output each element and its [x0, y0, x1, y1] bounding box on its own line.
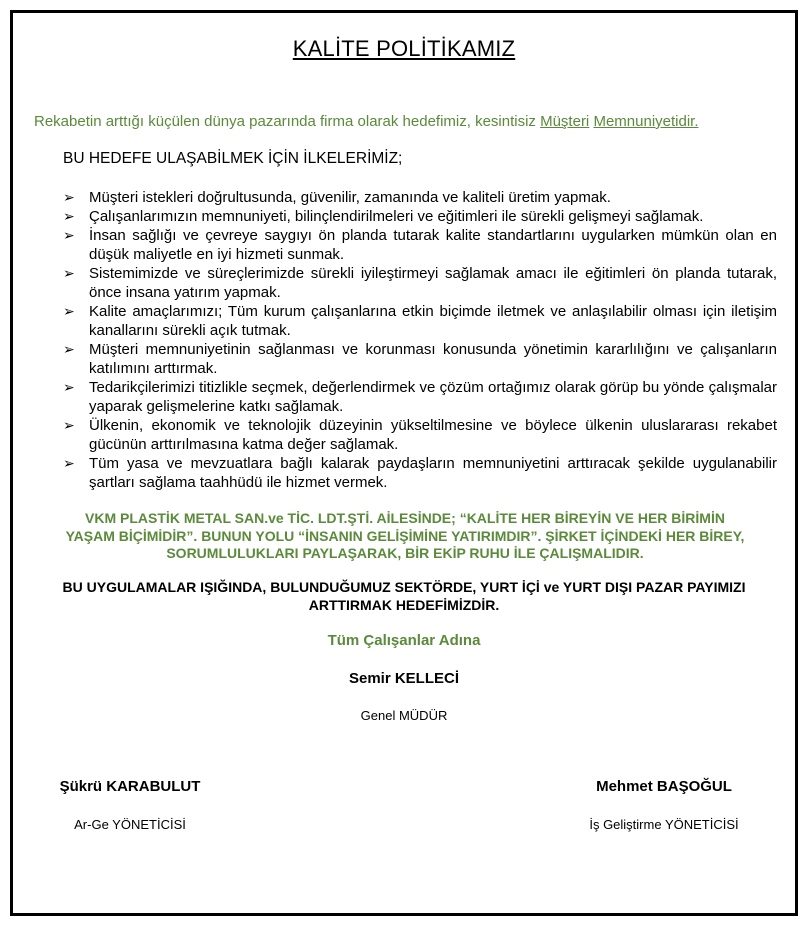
principle-item — [63, 226, 777, 264]
principle-item — [63, 454, 777, 492]
principle-item — [63, 188, 777, 207]
arrow-bullet-icon: ➢ — [63, 341, 75, 357]
principle-item — [63, 264, 777, 302]
main-signatory-role: Genel MÜDÜR — [360, 708, 448, 723]
arrow-bullet-icon: ➢ — [63, 455, 75, 471]
principle-text: Çalışanlarımızın memnuniyeti, bilinçlendirilmeleri ve eğitimleri ile sürekli gelişmeyi sağlamak. — [89, 208, 704, 225]
main-signatory-name: Semir KELLECİ — [348, 670, 460, 687]
principle-text: Müşteri istekleri doğrultusunda, güvenilir, zamanında ve kaliteli üretim yapmak. — [89, 189, 611, 206]
principle-text: Sistemimizde ve süreçlerimizde sürekli iyileştirmeyi sağlamak amacı ile eğitimleri ön planda tutarak, önce insana yatırım yapmak. — [89, 265, 777, 301]
arrow-bullet-icon: ➢ — [63, 208, 75, 224]
company-statement: VKM PLASTİK METAL SAN.ve TİC. LDT.ŞTİ. AİLESİNDE; “KALİTE HER BİREYİN VE HER BİRİMİN YAŞAM BİÇİMİDİR”. BUNUN YOLU “İNSANIN GELİŞİMİNE YATIRIMDIR”. ŞİRKET İÇİNDEKİ HER BİREY, SORUMLULUKLARI PAYLAŞARAK, BİR EKİP RUHU İLE ÇALIŞMALIDIR. — [65, 510, 745, 561]
principle-text: İnsan sağlığı ve çevreye saygıyı ön planda tutarak kalite standartlarını uygularken mümkün olan en düşük maliyetle en iyi hizmeti sunmak. — [89, 227, 777, 263]
principles-list — [63, 188, 777, 492]
intro-statement — [34, 113, 774, 130]
principle-text: Tüm yasa ve mevzuatlara bağlı kalarak paydaşların memnuniyetini arttıracak şekilde uygulanabilir şartları sağlama taahhüdü ile hizmet vermek. — [89, 455, 777, 491]
principle-text: Müşteri memnuniyetinin sağlanması ve korunması konusunda yönetimin kararlılığını ve çalışanların katılımını arttırmak. — [89, 341, 777, 377]
arrow-bullet-icon: ➢ — [63, 227, 75, 243]
principle-item — [63, 416, 777, 454]
principle-item — [63, 340, 777, 378]
principle-item — [63, 207, 777, 226]
intro-lead: Rekabetin arttığı küçülen dünya pazarında firma olarak hedefimiz, kesintisiz — [34, 113, 541, 130]
left-signatory-name: Şükrü KARABULUT — [59, 778, 201, 795]
right-signatory-role: İş Geliştirme YÖNETİCİSİ — [589, 817, 739, 832]
principle-item — [63, 378, 777, 416]
goal-statement: BU UYGULAMALAR IŞIĞINDA, BULUNDUĞUMUZ SEKTÖRDE, YURT İÇİ ve YURT DIŞI PAZAR PAYIMIZI ARTTIRMAK HEDEFİMİZDİR. — [62, 579, 746, 613]
arrow-bullet-icon: ➢ — [63, 265, 75, 281]
left-signatory-role: Ar-Ge YÖNETİCİSİ — [74, 817, 186, 832]
arrow-bullet-icon: ➢ — [63, 379, 75, 395]
right-signatory-name: Mehmet BAŞOĞUL — [596, 778, 732, 795]
page-title: KALİTE POLİTİKAMIZ — [292, 36, 516, 61]
arrow-bullet-icon: ➢ — [63, 303, 75, 319]
intro-word-musteri: Müşteri — [540, 113, 590, 130]
intro-word-memnuniyet: Memnuniyetidir. — [593, 113, 699, 130]
principle-text: Tedarikçilerimizi titizlikle seçmek, değerlendirmek ve çözüm ortağımız olarak görüp bu yönde çalışmalar yaparak gelişmelerine katkı sağlamak. — [89, 379, 777, 415]
principles-heading: BU HEDEFE ULAŞABİLMEK İÇİN İLKELERİMİZ; — [63, 150, 403, 167]
on-behalf-label: Tüm Çalışanlar Adına — [327, 632, 481, 649]
principle-item — [63, 302, 777, 340]
arrow-bullet-icon: ➢ — [63, 417, 75, 433]
principle-text: Kalite amaçlarımızı; Tüm kurum çalışanlarına etkin biçimde iletmek ve anlaşılabilir olması için iletişim kanallarını sürekli açık tutmak. — [89, 303, 777, 339]
principle-text: Ülkenin, ekonomik ve teknolojik düzeyinin yükseltilmesine ve böylece ülkenin uluslararası rekabet gücünün arttırılmasına katma değer sağlamak. — [89, 417, 777, 453]
arrow-bullet-icon: ➢ — [63, 189, 75, 205]
